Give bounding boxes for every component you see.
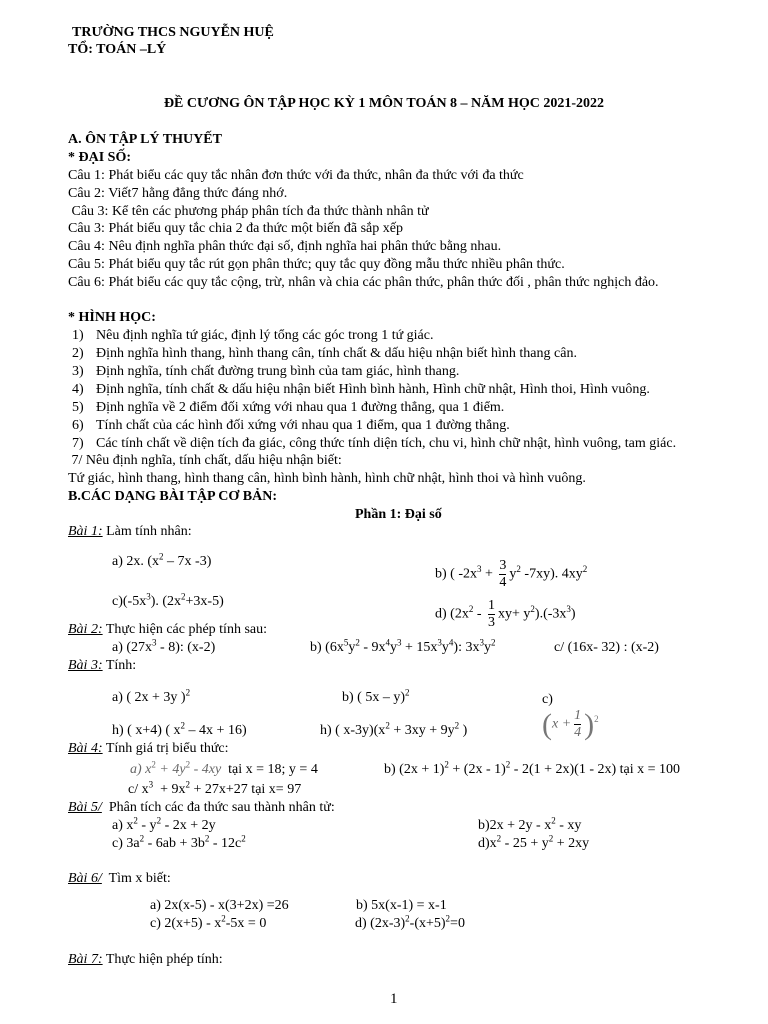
exercise-label: Bài 1: <box>68 524 103 539</box>
numerator: 1 <box>574 708 582 724</box>
exercise-instruction: Tính giá trị biểu thức: <box>102 741 229 756</box>
exercise-4a <box>130 759 318 778</box>
expr: b) (2x + 1) <box>384 762 445 777</box>
exercise-5c <box>112 833 246 852</box>
expr: - 6ab + 3b <box>144 836 205 851</box>
expr: -(x+5) <box>409 916 446 931</box>
geometry-item <box>72 364 460 380</box>
exercise-6c <box>150 913 267 932</box>
geometry-item-detail: Tứ giác, hình thang, hình thang cân, hình bình hành, hình chữ nhật, hình thoi và hình vuông. <box>68 471 586 486</box>
exponent: 2 <box>159 551 164 562</box>
exponent: 2 <box>355 637 360 648</box>
exponent: 2 <box>181 591 186 602</box>
item-number: 5) <box>72 400 84 415</box>
expr: b) ( 5x – y) <box>342 690 405 705</box>
exercise-5a <box>112 815 216 834</box>
expr: y <box>348 640 356 655</box>
exercise-instruction: Thực hiện các phép tính sau: <box>102 622 267 637</box>
exponent: 3 <box>566 604 571 615</box>
left-paren-icon: ( <box>542 707 552 741</box>
exponent: 2 <box>530 604 535 615</box>
theory-item: Câu 5: Phát biểu quy tắc rút gọn phân thức; quy tắc quy đồng mẫu thức nhiều phân thức. <box>68 257 565 272</box>
item-text: Nêu định nghĩa tứ giác, định lý tổng các góc trong 1 tứ giác. <box>96 328 434 343</box>
expr: ) <box>570 606 576 622</box>
expr: + 27x+27 tại x= 97 <box>190 782 302 797</box>
exponent: 3 <box>397 637 402 648</box>
expr: -5x = 0 <box>225 916 267 931</box>
exponent: 2 <box>185 687 191 698</box>
expr: + <box>481 566 497 582</box>
denominator: 4 <box>574 725 582 741</box>
exercise-instruction: Tìm x biết: <box>101 871 171 886</box>
geometry-item <box>72 382 650 398</box>
exponent: 4 <box>448 637 454 648</box>
expr: x + <box>552 716 572 732</box>
expr: + 2xy <box>553 836 590 851</box>
exercise-label: Bài 6/ <box>68 871 102 886</box>
exercise-label: Bài 4: <box>68 741 103 756</box>
theory-item: Câu 6: Phát biểu các quy tắc cộng, trừ, nhân và chia các phân thức, phân thức đối , phân thức nghịch đảo. <box>68 275 659 290</box>
expr: + 3xy + 9y <box>389 723 455 738</box>
school-name: TRƯỜNG THCS NGUYỄN HUỆ <box>72 25 274 40</box>
expr: ) <box>459 723 468 738</box>
exponent: 2 <box>496 833 502 844</box>
expr: =0 <box>450 916 465 931</box>
expr: a) 2x. (x <box>112 554 160 569</box>
exercise-1b <box>428 542 588 590</box>
exercise-instruction: Làm tính nhân: <box>102 524 192 539</box>
item-number: 6) <box>72 418 84 433</box>
expr: c)(-5x <box>112 594 147 609</box>
expr: xy+ y <box>498 606 531 622</box>
algebra-heading: * ĐẠI SỐ: <box>68 150 132 165</box>
exercise-instruction: Phân tích các đa thức sau thành nhân tử: <box>101 800 335 815</box>
exponent: 2 <box>204 833 210 844</box>
expr: - 25 + y <box>501 836 549 851</box>
exercise-2b <box>310 637 496 656</box>
theory-item: Câu 2: Viết7 hằng đẳng thức đáng nhớ. <box>68 186 288 201</box>
expr: + 15x <box>401 640 438 655</box>
theory-item: Câu 3: Phát biểu quy tắc chia 2 đa thức một biến đã sắp xếp <box>68 221 403 236</box>
expr: + 4y <box>155 762 186 777</box>
expr: ).(-3x <box>534 606 567 622</box>
exponent: 2 <box>468 604 474 615</box>
exercise-3-title <box>68 658 136 674</box>
geometry-item <box>72 328 434 344</box>
exponent: 3 <box>148 779 154 790</box>
exponent: 2 <box>405 687 410 698</box>
expr: h) ( x+4) ( x <box>112 723 181 738</box>
exercise-2a <box>112 637 216 656</box>
exponent: 4 <box>385 637 390 648</box>
exercise-instruction: Thực hiện phép tính: <box>102 952 223 967</box>
expr: - 8): (x-2) <box>156 640 216 655</box>
exponent: 3 <box>437 637 442 648</box>
numerator: 3 <box>499 558 507 573</box>
exponent: 2 <box>139 833 145 844</box>
exponent: 2 <box>444 759 449 770</box>
exponent: 2 <box>551 815 556 826</box>
exercise-6b: b) 5x(x-1) = x-1 <box>356 898 447 913</box>
geometry-item <box>72 346 577 362</box>
geometry-item <box>72 400 505 416</box>
expr: y <box>483 640 491 655</box>
expr: a) ( 2x + 3y ) <box>112 690 186 705</box>
expr: b) (6x <box>310 640 344 655</box>
item-number: 7) <box>72 436 84 451</box>
item-number: 4) <box>72 382 84 397</box>
exercise-label: Bài 2: <box>68 622 103 637</box>
exercise-2c: c/ (16x- 32) : (x-2) <box>554 640 659 655</box>
exponent: 2 <box>221 913 226 924</box>
item-number: 3) <box>72 364 84 379</box>
expr: - y <box>137 818 157 833</box>
expr: d) (2x-3) <box>355 916 406 931</box>
expr: c) 3a <box>112 836 140 851</box>
exponent: 2 <box>548 833 554 844</box>
item-text: Định nghĩa về 2 điểm đối xứng với nhau qua 1 đường thẳng, qua 1 điểm. <box>96 400 505 415</box>
exercise-4-title <box>68 741 229 757</box>
numerator: 1 <box>488 598 495 613</box>
exercise-3a <box>112 687 191 706</box>
exercise-5-title <box>68 800 335 816</box>
team-name: TỔ: TOÁN –LÝ <box>68 42 167 57</box>
expr: b) ( -2x <box>435 566 477 582</box>
exponent: 2 <box>156 815 162 826</box>
expr: - <box>473 606 485 622</box>
exponent: 2 <box>405 913 410 924</box>
exponent: 2 <box>454 720 460 731</box>
expr: - 2x + 2y <box>161 818 216 833</box>
theory-item: Câu 3: Kể tên các phương pháp phân tích đa thức thành nhân tử <box>68 204 429 219</box>
geometry-heading: * HÌNH HỌC: <box>68 310 156 325</box>
exercise-6-title <box>68 871 171 887</box>
exercise-2-title <box>68 622 267 638</box>
expr: – 4x + 16) <box>185 723 247 738</box>
exercise-4b <box>384 759 681 778</box>
exercise-7-title <box>68 952 223 968</box>
exponent: 2 <box>133 815 138 826</box>
item-text: Tính chất của các hình đối xứng với nhau qua 1 điểm, qua 1 đường thẳng. <box>96 418 510 433</box>
expr: +3x-5) <box>185 594 224 609</box>
exercise-3b <box>342 687 410 706</box>
exercise-label: Bài 7: <box>68 952 103 967</box>
exponent: 2 <box>185 779 191 790</box>
section-b-heading: B.CÁC DẠNG BÀI TẬP CƠ BẢN: <box>68 489 277 504</box>
expr: d) (2x <box>435 606 469 622</box>
exercise-1a <box>112 551 212 570</box>
expr: c/ x <box>128 782 149 797</box>
expr: - 9x <box>359 640 386 655</box>
expr: ). (2x <box>150 594 182 609</box>
exponent: 2 <box>151 759 156 770</box>
geometry-item: 7/ Nêu định nghĩa, tính chất, dấu hiệu nhận biết: <box>68 453 342 468</box>
exercise-label: Bài 3: <box>68 658 103 673</box>
part1-heading: Phần 1: Đại số <box>355 507 442 522</box>
item-text: Định nghĩa hình thang, hình thang cân, tính chất & dấu hiệu nhận biết hình thang cân. <box>96 346 577 361</box>
exercise-6a: a) 2x(x-5) - x(3+2x) =26 <box>150 898 289 913</box>
expr: -7xy). 4xy <box>520 566 583 582</box>
theory-item: Câu 4: Nêu định nghĩa phân thức đại số, định nghĩa hai phân thức bằng nhau. <box>68 239 502 254</box>
geometry-item <box>72 418 510 434</box>
expr: + (2x - 1) <box>448 762 506 777</box>
document-title: ĐỀ CƯƠNG ÔN TẬP HỌC KỲ 1 MÔN TOÁN 8 – NĂM HỌC 2021-2022 <box>163 96 605 111</box>
expr: - 4xy <box>190 762 222 777</box>
exercise-1-title <box>68 524 192 540</box>
exponent: 2 <box>241 833 246 844</box>
expr: d)x <box>478 836 497 851</box>
expr: a) x <box>112 818 134 833</box>
expr: a) x <box>130 762 152 777</box>
exponent: 2 <box>505 759 511 770</box>
expr: a) (27x <box>112 640 153 655</box>
exponent: 2 <box>490 637 496 648</box>
exponent: 3 <box>146 591 151 602</box>
item-number: 2) <box>72 346 84 361</box>
exponent: 2 <box>516 564 521 575</box>
expr: y <box>441 640 449 655</box>
expr: y <box>390 640 397 655</box>
exponent: 2 <box>385 720 390 731</box>
expr: - xy <box>555 818 582 833</box>
expr: ): 3x <box>453 640 480 655</box>
exercise-5b <box>478 815 582 834</box>
exponent: 2 <box>185 759 191 770</box>
exponent: 5 <box>343 637 349 648</box>
expr: + 9x <box>153 782 186 797</box>
expr: – 7x -3) <box>163 554 212 569</box>
expr: y <box>509 566 517 582</box>
exponent: 3 <box>479 637 484 648</box>
item-text: Các tính chất về diện tích đa giác, công thức tính diện tích, chu vi, hình chữ nhật, hình vuông, tam giác. <box>96 436 677 451</box>
theory-item: Câu 1: Phát biểu các quy tắc nhân đơn thức với đa thức, nhân đa thức với đa thức <box>68 168 524 183</box>
exercise-1c <box>112 591 224 610</box>
exercise-1d <box>428 582 576 630</box>
exponent: 3 <box>152 637 157 648</box>
exercise-4c <box>128 779 302 798</box>
section-a-heading: A. ÔN TẬP LÝ THUYẾT <box>68 132 222 147</box>
exponent: 2 <box>180 720 186 731</box>
exercise-instruction: Tính: <box>102 658 137 673</box>
exercise-3h2 <box>320 720 468 739</box>
fraction <box>574 708 581 741</box>
exponent: 2 <box>445 913 451 924</box>
item-text: Định nghĩa, tính chất & dấu hiệu nhận biết Hình bình hành, Hình chữ nhật, Hình thoi, Hình vuông. <box>96 382 650 397</box>
expr: c) <box>542 692 553 707</box>
exponent: 2 <box>582 564 588 575</box>
denominator: 3 <box>488 615 495 630</box>
item-text: Định nghĩa, tính chất đường trung bình của tam giác, hình thang. <box>96 364 460 379</box>
expr: h) ( x-3y)(x <box>320 723 386 738</box>
exercise-6d <box>355 913 465 932</box>
geometry-item <box>72 436 677 452</box>
exercise-3h1 <box>112 720 247 739</box>
right-paren-icon: ) <box>584 707 595 741</box>
expr: b)2x + 2y - x <box>478 818 552 833</box>
denominator: 4 <box>499 575 507 590</box>
page-number: 1 <box>390 991 398 1007</box>
expr: - 2(1 + 2x)(1 - 2x) tại x = 100 <box>510 762 681 777</box>
item-number: 1) <box>72 328 84 343</box>
exponent: 2 <box>594 714 599 725</box>
expr: tại x = 18; y = 4 <box>221 762 318 777</box>
expr: - 12c <box>209 836 242 851</box>
expr: c) 2(x+5) - x <box>150 916 222 931</box>
exercise-3c <box>535 676 599 741</box>
exponent: 3 <box>477 564 482 575</box>
fraction <box>488 598 495 631</box>
exercise-label: Bài 5/ <box>68 800 102 815</box>
exercise-5d <box>478 833 590 852</box>
